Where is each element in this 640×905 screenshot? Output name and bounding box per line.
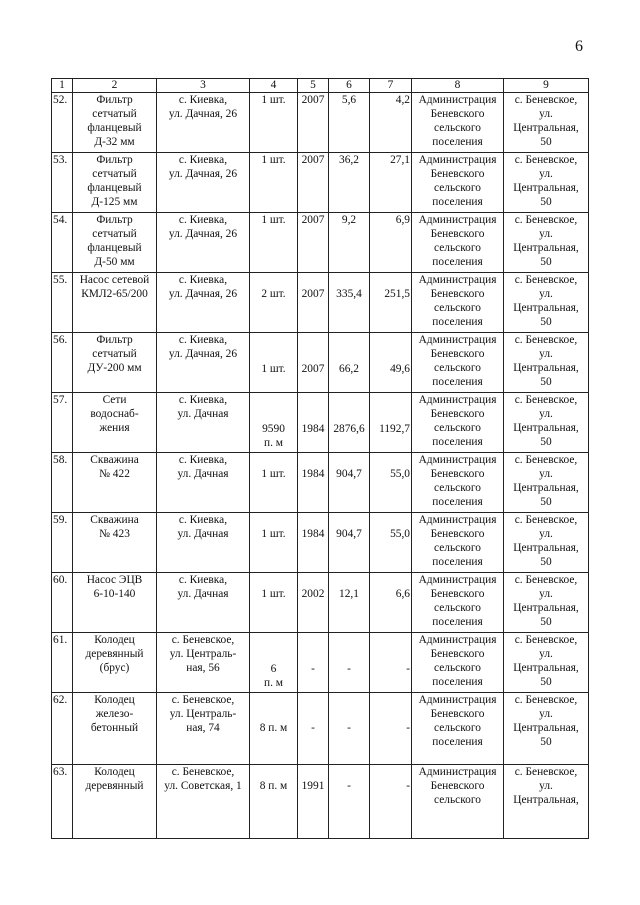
- residual-value-cell: -: [370, 693, 412, 765]
- item-name-cell: Фильтр сетчатый ДУ-200 мм: [73, 333, 157, 393]
- value-cell: 335,4: [329, 273, 370, 333]
- address-cell: с. Беневское, ул. Централь- ная, 56: [157, 633, 250, 693]
- year-cell: 1991: [298, 765, 329, 839]
- quantity-cell: 1 шт.: [250, 213, 298, 273]
- item-name-cell: Фильтр сетчатый фланцевый Д-32 мм: [73, 93, 157, 153]
- table-row: [52, 765, 589, 839]
- column-header: 2: [73, 79, 157, 93]
- value-cell: -: [329, 765, 370, 839]
- residual-value-cell: 1192,7: [370, 393, 412, 453]
- location-cell: с. Беневское, ул. Центральная, 50: [504, 333, 589, 393]
- address-cell: с. Киевка, ул. Дачная, 26: [157, 213, 250, 273]
- quantity-cell: 6 п. м: [250, 633, 298, 693]
- value-cell: -: [329, 693, 370, 765]
- residual-value-cell: 6,9: [370, 213, 412, 273]
- table-row: [52, 573, 589, 633]
- column-number-row: [52, 79, 589, 93]
- owner-cell: Администрация Беневского сельского поселения: [412, 453, 504, 513]
- address-cell: с. Беневское, ул. Централь- ная, 74: [157, 693, 250, 765]
- quantity-cell: 8 п. м: [250, 693, 298, 765]
- row-number-cell: 56.: [52, 333, 73, 393]
- table-row: [52, 513, 589, 573]
- column-header: 3: [157, 79, 250, 93]
- year-cell: 2007: [298, 93, 329, 153]
- location-cell: с. Беневское, ул. Центральная, 50: [504, 93, 589, 153]
- item-name-cell: Насос сетевой КМЛ2-65/200: [73, 273, 157, 333]
- owner-cell: Администрация Беневского сельского поселения: [412, 513, 504, 573]
- residual-value-cell: -: [370, 633, 412, 693]
- quantity-cell: 8 п. м: [250, 765, 298, 839]
- property-table: [51, 78, 589, 839]
- table-row: [52, 273, 589, 333]
- owner-cell: Администрация Беневского сельского поселения: [412, 693, 504, 765]
- table-row: [52, 93, 589, 153]
- value-cell: -: [329, 633, 370, 693]
- quantity-cell: 1 шт.: [250, 333, 298, 393]
- item-name-cell: Фильтр сетчатый фланцевый Д-50 мм: [73, 213, 157, 273]
- table-row: [52, 333, 589, 393]
- residual-value-cell: 55,0: [370, 453, 412, 513]
- location-cell: с. Беневское, ул. Центральная, 50: [504, 393, 589, 453]
- row-number-cell: 61.: [52, 633, 73, 693]
- location-cell: с. Беневское, ул. Центральная, 50: [504, 633, 589, 693]
- year-cell: 2007: [298, 213, 329, 273]
- quantity-cell: 9590 п. м: [250, 393, 298, 453]
- row-number-cell: 60.: [52, 573, 73, 633]
- location-cell: с. Беневское, ул. Центральная, 50: [504, 573, 589, 633]
- value-cell: 5,6: [329, 93, 370, 153]
- value-cell: 904,7: [329, 453, 370, 513]
- owner-cell: Администрация Беневского сельского поселения: [412, 93, 504, 153]
- item-name-cell: Фильтр сетчатый фланцевый Д-125 мм: [73, 153, 157, 213]
- address-cell: с. Киевка, ул. Дачная, 26: [157, 153, 250, 213]
- residual-value-cell: 27,1: [370, 153, 412, 213]
- row-number-cell: 55.: [52, 273, 73, 333]
- address-cell: с. Киевка, ул. Дачная: [157, 393, 250, 453]
- item-name-cell: Насос ЭЦВ 6-10-140: [73, 573, 157, 633]
- quantity-cell: 2 шт.: [250, 273, 298, 333]
- owner-cell: Администрация Беневского сельского поселения: [412, 633, 504, 693]
- year-cell: 1984: [298, 513, 329, 573]
- address-cell: с. Киевка, ул. Дачная, 26: [157, 333, 250, 393]
- quantity-cell: 1 шт.: [250, 93, 298, 153]
- row-number-cell: 54.: [52, 213, 73, 273]
- item-name-cell: Колодец деревянный (брус): [73, 633, 157, 693]
- location-cell: с. Беневское, ул. Центральная,: [504, 765, 589, 839]
- address-cell: с. Беневское, ул. Советская, 1: [157, 765, 250, 839]
- owner-cell: Администрация Беневского сельского поселения: [412, 393, 504, 453]
- year-cell: 1984: [298, 453, 329, 513]
- location-cell: с. Беневское, ул. Центральная, 50: [504, 153, 589, 213]
- table-body: [52, 93, 589, 839]
- value-cell: 2876,6: [329, 393, 370, 453]
- item-name-cell: Сети водоснаб- жения: [73, 393, 157, 453]
- residual-value-cell: 251,5: [370, 273, 412, 333]
- owner-cell: Администрация Беневского сельского поселения: [412, 573, 504, 633]
- residual-value-cell: 4,2: [370, 93, 412, 153]
- item-name-cell: Скважина № 422: [73, 453, 157, 513]
- table-row: [52, 633, 589, 693]
- item-name-cell: Скважина № 423: [73, 513, 157, 573]
- row-number-cell: 62.: [52, 693, 73, 765]
- value-cell: 66,2: [329, 333, 370, 393]
- address-cell: с. Киевка, ул. Дачная: [157, 573, 250, 633]
- column-header: 1: [52, 79, 73, 93]
- row-number-cell: 58.: [52, 453, 73, 513]
- row-number-cell: 53.: [52, 153, 73, 213]
- quantity-cell: 1 шт.: [250, 453, 298, 513]
- item-name-cell: Колодец деревянный: [73, 765, 157, 839]
- year-cell: -: [298, 693, 329, 765]
- row-number-cell: 52.: [52, 93, 73, 153]
- year-cell: -: [298, 633, 329, 693]
- table-row: [52, 153, 589, 213]
- table-row: [52, 453, 589, 513]
- year-cell: 2007: [298, 273, 329, 333]
- location-cell: с. Беневское, ул. Центральная, 50: [504, 213, 589, 273]
- table-row: [52, 693, 589, 765]
- owner-cell: Администрация Беневского сельского поселения: [412, 273, 504, 333]
- column-header: 6: [329, 79, 370, 93]
- owner-cell: Администрация Беневского сельского поселения: [412, 153, 504, 213]
- quantity-cell: 1 шт.: [250, 153, 298, 213]
- address-cell: с. Киевка, ул. Дачная, 26: [157, 273, 250, 333]
- year-cell: 2007: [298, 333, 329, 393]
- row-number-cell: 63.: [52, 765, 73, 839]
- owner-cell: Администрация Беневского сельского поселения: [412, 333, 504, 393]
- location-cell: с. Беневское, ул. Центральная, 50: [504, 453, 589, 513]
- column-header: 7: [370, 79, 412, 93]
- address-cell: с. Киевка, ул. Дачная: [157, 453, 250, 513]
- value-cell: 12,1: [329, 573, 370, 633]
- value-cell: 9,2: [329, 213, 370, 273]
- column-header: 4: [250, 79, 298, 93]
- owner-cell: Администрация Беневского сельского поселения: [412, 213, 504, 273]
- quantity-cell: 1 шт.: [250, 573, 298, 633]
- column-header: 8: [412, 79, 504, 93]
- quantity-cell: 1 шт.: [250, 513, 298, 573]
- location-cell: с. Беневское, ул. Центральная, 50: [504, 693, 589, 765]
- residual-value-cell: -: [370, 765, 412, 839]
- page-number: 6: [575, 38, 583, 55]
- address-cell: с. Киевка, ул. Дачная, 26: [157, 93, 250, 153]
- address-cell: с. Киевка, ул. Дачная: [157, 513, 250, 573]
- column-header: 5: [298, 79, 329, 93]
- row-number-cell: 57.: [52, 393, 73, 453]
- value-cell: 904,7: [329, 513, 370, 573]
- year-cell: 2007: [298, 153, 329, 213]
- year-cell: 1984: [298, 393, 329, 453]
- residual-value-cell: 49,6: [370, 333, 412, 393]
- residual-value-cell: 6,6: [370, 573, 412, 633]
- year-cell: 2002: [298, 573, 329, 633]
- value-cell: 36,2: [329, 153, 370, 213]
- row-number-cell: 59.: [52, 513, 73, 573]
- item-name-cell: Колодец железо- бетонный: [73, 693, 157, 765]
- owner-cell: Администрация Беневского сельского: [412, 765, 504, 839]
- location-cell: с. Беневское, ул. Центральная, 50: [504, 273, 589, 333]
- residual-value-cell: 55,0: [370, 513, 412, 573]
- table-row: [52, 393, 589, 453]
- table-row: [52, 213, 589, 273]
- column-header: 9: [504, 79, 589, 93]
- location-cell: с. Беневское, ул. Центральная, 50: [504, 513, 589, 573]
